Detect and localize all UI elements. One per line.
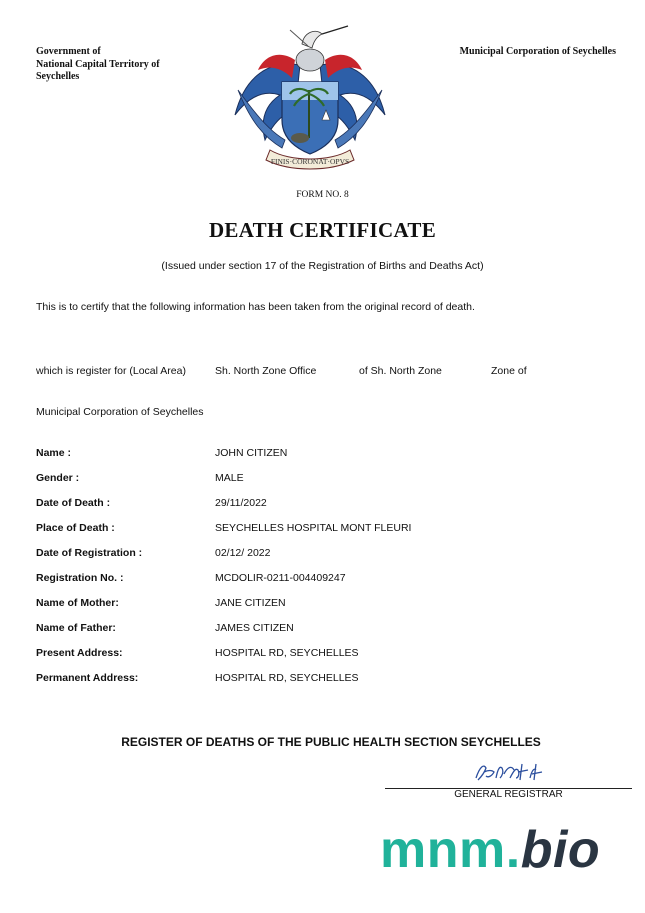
field-row: [36, 472, 596, 492]
field-value: JOHN CITIZEN: [215, 447, 288, 459]
field-row: [36, 547, 596, 567]
field-value: HOSPITAL RD, SEYCHELLES: [215, 672, 359, 684]
watermark-part: mnm.: [380, 821, 521, 879]
field-label: Date of Registration :: [36, 547, 143, 559]
local-area-zone-of: Zone of: [491, 365, 527, 377]
issuer-line: Government of: [36, 46, 101, 57]
registrar-title: GENERAL REGISTRAR: [454, 789, 563, 800]
watermark-part: bio: [520, 821, 601, 879]
field-row: [36, 672, 596, 692]
issued-under-text: (Issued under section 17 of the Registration of Births and Deaths Act): [161, 260, 484, 272]
watermark-logo: [380, 820, 600, 880]
local-area-prefix: which is register for (Local Area): [36, 365, 186, 377]
field-value: 29/11/2022: [215, 497, 267, 509]
field-label: Present Address:: [36, 647, 123, 659]
field-value: 02/12/ 2022: [215, 547, 271, 559]
field-label: Gender :: [36, 472, 80, 484]
field-value: HOSPITAL RD, SEYCHELLES: [215, 647, 359, 659]
field-value: SEYCHELLES HOSPITAL MONT FLEURI: [215, 522, 412, 534]
field-row: [36, 497, 596, 517]
municipality-text: Municipal Corporation of Seychelles: [36, 406, 204, 418]
document-title: DEATH CERTIFICATE: [208, 218, 437, 242]
coat-of-arms-emblem: [230, 20, 390, 175]
field-row: [36, 622, 596, 642]
registrar-signature: [470, 760, 550, 784]
local-area-office: Sh. North Zone Office: [215, 365, 317, 377]
field-label: Date of Death :: [36, 497, 111, 509]
issuer-municipal: Municipal Corporation of Seychelles: [459, 46, 616, 57]
certify-statement: This is to certify that the following information has been taken from the original record of death.: [36, 301, 475, 313]
field-row: [36, 572, 596, 592]
field-label: Name of Mother:: [36, 597, 119, 609]
issuer-line: National Capital Territory of: [36, 58, 160, 70]
issuer-line: Seychelles: [36, 71, 80, 82]
field-label: Permanent Address:: [36, 672, 139, 684]
field-value: MALE: [215, 472, 244, 484]
field-row: [36, 522, 596, 542]
field-value: JANE CITIZEN: [215, 597, 286, 609]
field-label: Name of Father:: [36, 622, 116, 634]
issuer-government: [36, 46, 196, 84]
field-row: [36, 647, 596, 667]
local-area-zone: of Sh. North Zone: [359, 365, 442, 377]
field-value: MCDOLIR-0211-004409247: [215, 572, 346, 584]
register-heading: REGISTER OF DEATHS OF THE PUBLIC HEALTH SECTION SEYCHELLES: [121, 735, 541, 749]
field-row: [36, 447, 596, 467]
field-label: Place of Death :: [36, 522, 115, 534]
field-label: Registration No. :: [36, 572, 124, 584]
field-row: [36, 597, 596, 617]
emblem-motto: FINIS·CORONAT·OPVS: [270, 157, 350, 166]
form-number: FORM NO. 8: [296, 190, 349, 200]
field-label: Name :: [36, 447, 72, 459]
field-value: JAMES CITIZEN: [215, 622, 294, 634]
